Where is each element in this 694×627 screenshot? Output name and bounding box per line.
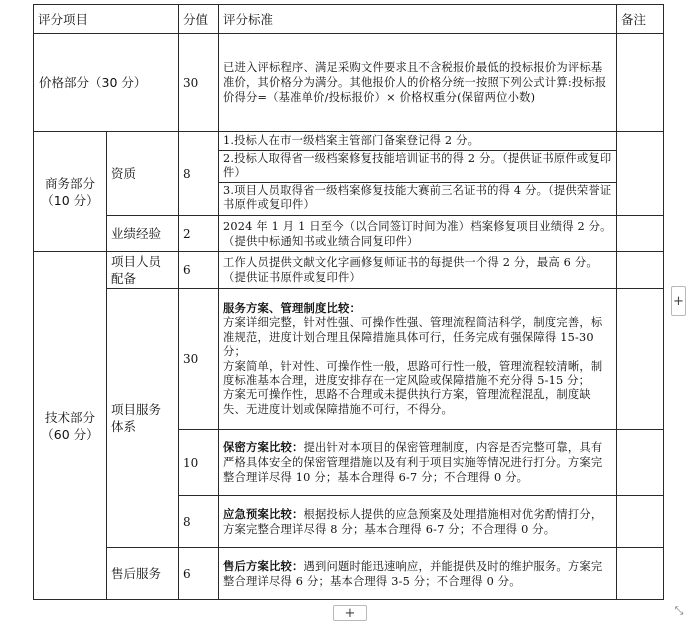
staff-score: 6 bbox=[179, 252, 219, 289]
staff-note[interactable] bbox=[617, 252, 664, 289]
after-sales-row bbox=[34, 548, 664, 600]
staff-criteria: 工作人员提供文献文化字画修复师证书的每提供一个得 2 分，最高 6 分。（提供证书原件或复印件） bbox=[219, 252, 617, 289]
staff-label-line2: 配备 bbox=[111, 271, 137, 286]
service-label-line1: 项目服务 bbox=[111, 402, 162, 417]
service-plan-score: 30 bbox=[179, 289, 219, 430]
confidential-title: 保密方案比较： bbox=[223, 440, 304, 454]
service-plan-criteria bbox=[219, 289, 617, 430]
qualification-criteria bbox=[219, 132, 617, 216]
business-category bbox=[34, 132, 107, 252]
technical-category-title: 技术部分 bbox=[44, 409, 95, 425]
header-row bbox=[34, 5, 664, 34]
after-sales-score: 6 bbox=[179, 548, 219, 600]
after-sales-label: 售后服务 bbox=[107, 548, 179, 600]
price-score: 30 bbox=[179, 34, 219, 132]
business-category-title: 商务部分 bbox=[44, 175, 95, 191]
service-plan-title: 服务方案、管理制度比较： bbox=[223, 300, 361, 315]
price-note[interactable] bbox=[617, 34, 664, 132]
emergency-title: 应急预案比较： bbox=[223, 506, 304, 521]
header-note: 备注 bbox=[617, 5, 664, 34]
price-criteria: 已进入评标程序、满足采购文件要求且不含税报价最低的投标报价为评标基准价，其价格分为满分。其他报价人的价格分统一按照下列公式计算:投标报价得分=（基准单价/投标报价）× 价格权重分(保留两位小数) bbox=[219, 34, 617, 132]
qualification-score: 8 bbox=[179, 132, 219, 216]
add-column-button[interactable]: + bbox=[671, 286, 686, 316]
emergency-score: 8 bbox=[179, 496, 219, 548]
service-plan-row bbox=[34, 289, 664, 430]
confidential-criteria bbox=[219, 430, 617, 496]
staff-label-line1: 项目人员 bbox=[111, 254, 162, 269]
technical-category bbox=[34, 252, 107, 600]
after-sales-criteria bbox=[219, 548, 617, 600]
service-plan-note[interactable] bbox=[617, 289, 664, 430]
staff-row bbox=[34, 252, 664, 289]
add-row-button[interactable]: + bbox=[333, 605, 367, 621]
scoring-table bbox=[33, 4, 664, 600]
qualification-row bbox=[34, 132, 664, 216]
after-sales-title: 售后方案比较： bbox=[223, 558, 304, 573]
service-plan-level-mid: 方案简单，针对性、可操作性一般，思路可行性一般，管理流程较清晰，制度标准基本合理，进度安排存在一定风险或保障措施不充分得 5-15 分； bbox=[223, 359, 603, 387]
qualification-note[interactable] bbox=[617, 132, 664, 216]
business-category-points: （10 分） bbox=[41, 192, 99, 208]
emergency-note[interactable] bbox=[617, 496, 664, 548]
resize-handle-icon[interactable]: ⤡ bbox=[674, 604, 684, 617]
service-plan-level-low: 方案无可操作性，思路不合理或未提供执行方案，管理流程混乱，制度缺失、无进度计划或保障措施不可行，不得分。 bbox=[223, 388, 591, 416]
confidential-score: 10 bbox=[179, 430, 219, 496]
qualification-criterion-1: 1.投标人在市一级档案主管部门备案登记得 2 分。 bbox=[219, 133, 616, 150]
price-row bbox=[34, 34, 664, 132]
qualification-label: 资质 bbox=[107, 132, 179, 216]
after-sales-note[interactable] bbox=[617, 548, 664, 600]
header-item: 评分项目 bbox=[34, 5, 179, 34]
qualification-criterion-3: 3.项目人员取得省一级档案修复技能大赛前三名证书的得 4 分。（提供荣誉证书原件或复印件） bbox=[223, 183, 612, 212]
emergency-body: 根据投标人提供的应急预案及处理措施相对优劣酌情打分，方案完整合理详尽得 8 分；基本合理得 6-7 分；不合理得 0 分。 bbox=[223, 507, 603, 536]
performance-score: 2 bbox=[179, 216, 219, 252]
qualification-criterion-2: 2.投标人取得省一级档案修复技能培训证书的得 2 分。（提供证书原件或复印件） bbox=[219, 151, 616, 183]
service-plan-level-high: 方案详细完整，针对性强、可操作性强、管理流程简洁科学，制度完善，标准规范，进度计划合理且保障措施具体可行，任务完成有强保障得 15-30 分； bbox=[223, 316, 603, 359]
price-category: 价格部分（30 分） bbox=[34, 34, 179, 132]
performance-row bbox=[34, 216, 664, 252]
service-label-line2: 体系 bbox=[111, 419, 137, 434]
confidential-body: 提出针对本项目的保密管理制度，内容是否完整可靠，具有严格具体安全的保密管理措施以及有利于项目实施等情况进行打分。方案完整合理详尽得 10 分；基本合理得 6-7 分；不合理得 0 分。 bbox=[223, 441, 603, 484]
emergency-criteria bbox=[219, 496, 617, 548]
technical-category-points: （60 分） bbox=[41, 426, 99, 442]
header-criteria: 评分标准 bbox=[219, 5, 617, 34]
performance-note[interactable] bbox=[617, 216, 664, 252]
confidential-note[interactable] bbox=[617, 430, 664, 496]
performance-criteria: 2024 年 1 月 1 日至今（以合同签订时间为准）档案修复项目业绩得 2 分。（提供中标通知书或业绩合同复印件） bbox=[219, 216, 617, 252]
header-score: 分值 bbox=[179, 5, 219, 34]
performance-label: 业绩经验 bbox=[107, 216, 179, 252]
staff-label bbox=[107, 252, 179, 289]
after-sales-body: 遇到问题时能迅速响应，并能提供及时的维护服务。方案完整合理详尽得 6 分；基本合理得 3-5 分；不合理得 0 分。 bbox=[223, 559, 603, 588]
service-label bbox=[107, 289, 179, 548]
